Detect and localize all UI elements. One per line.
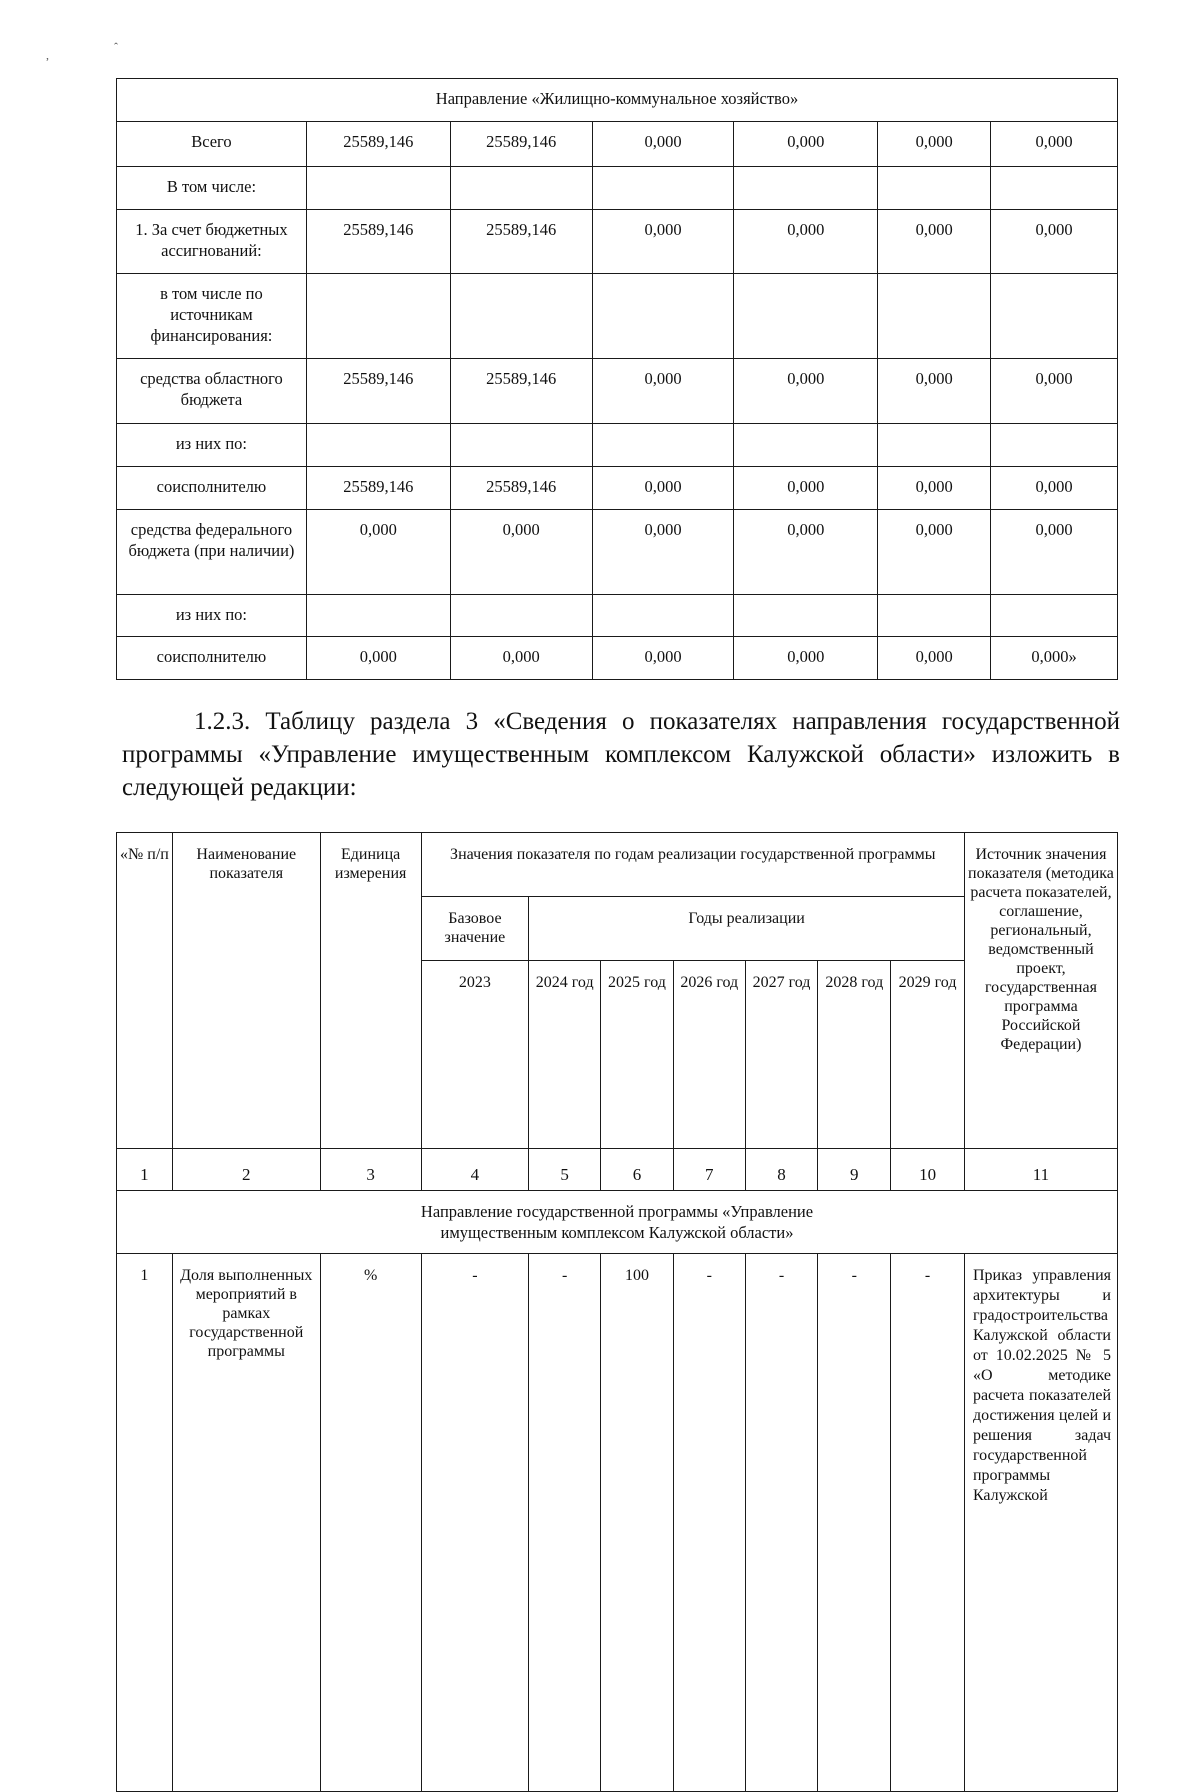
scan-mark: , <box>46 48 49 62</box>
cell: 25589,146 <box>306 210 450 274</box>
row-value: 100 <box>601 1254 674 1792</box>
cell: 25589,146 <box>306 359 450 424</box>
header-base: Базовое значение <box>421 897 529 961</box>
cell: 25589,146 <box>450 359 592 424</box>
cell: 0,000 <box>592 637 734 680</box>
cell: 0,000 <box>734 359 878 424</box>
header-unit: Единица измерения <box>320 833 421 1149</box>
cell: 0,000 <box>991 210 1118 274</box>
table-row <box>117 637 1118 680</box>
table-row <box>117 510 1118 595</box>
table-row <box>117 167 1118 210</box>
cell <box>592 595 734 637</box>
cell <box>991 595 1118 637</box>
row-unit: % <box>320 1254 421 1792</box>
cell <box>991 424 1118 467</box>
cell <box>991 274 1118 359</box>
column-number: 3 <box>320 1149 421 1191</box>
cell <box>878 274 991 359</box>
cell <box>592 274 734 359</box>
cell: 0,000 <box>991 122 1118 167</box>
column-number: 11 <box>964 1149 1117 1191</box>
row-label: из них по: <box>117 595 307 637</box>
cell <box>878 595 991 637</box>
cell: 25589,146 <box>306 122 450 167</box>
cell <box>592 167 734 210</box>
header-base-year: 2023 <box>421 961 529 1149</box>
cell: 0,000 <box>306 510 450 595</box>
column-number: 4 <box>421 1149 529 1191</box>
row-value: - <box>673 1254 745 1792</box>
cell: 0,000 <box>878 210 991 274</box>
cell: 0,000 <box>878 359 991 424</box>
cell: 0,000 <box>734 122 878 167</box>
table-row <box>117 1254 1118 1792</box>
direction-heading <box>117 1191 1118 1254</box>
header-year: 2026 год <box>673 961 745 1149</box>
column-number-row <box>117 1149 1118 1191</box>
cell: 25589,146 <box>450 210 592 274</box>
header-year: 2029 год <box>891 961 965 1149</box>
column-number: 1 <box>117 1149 173 1191</box>
direction-text: Направление государственной программы «Управление имущественным комплексом Калужской области» <box>420 1202 814 1242</box>
cell <box>306 595 450 637</box>
cell <box>878 424 991 467</box>
header-year: 2028 год <box>818 961 891 1149</box>
table-row <box>117 467 1118 510</box>
row-value: - <box>745 1254 818 1792</box>
column-number: 8 <box>745 1149 818 1191</box>
cell <box>734 274 878 359</box>
header-values-group: Значения показателя по годам реализации государственной программы <box>421 833 964 897</box>
row-label: в том числе по источникам финансирования: <box>117 274 307 359</box>
table-row <box>117 359 1118 424</box>
amendment-paragraph <box>122 705 1120 804</box>
header-year: 2024 год <box>529 961 601 1149</box>
cell: 0,000» <box>991 637 1118 680</box>
cell <box>450 167 592 210</box>
cell: 25589,146 <box>450 122 592 167</box>
table-row <box>117 210 1118 274</box>
cell: 25589,146 <box>306 467 450 510</box>
cell: 0,000 <box>878 510 991 595</box>
scan-mark: ˆ <box>114 40 118 54</box>
table-row <box>117 274 1118 359</box>
cell: 0,000 <box>991 510 1118 595</box>
row-value: - <box>891 1254 965 1792</box>
column-number: 10 <box>891 1149 965 1191</box>
cell: 0,000 <box>450 510 592 595</box>
cell: 0,000 <box>878 637 991 680</box>
funding-table-header: Направление «Жилищно-коммунальное хозяйство» <box>117 79 1118 122</box>
column-number: 7 <box>673 1149 745 1191</box>
cell <box>450 424 592 467</box>
cell <box>991 167 1118 210</box>
row-value: - <box>421 1254 529 1792</box>
cell <box>306 167 450 210</box>
cell <box>592 424 734 467</box>
cell: 0,000 <box>734 510 878 595</box>
cell: 0,000 <box>734 210 878 274</box>
cell <box>306 274 450 359</box>
cell <box>450 274 592 359</box>
cell: 0,000 <box>991 467 1118 510</box>
cell: 0,000 <box>592 510 734 595</box>
cell: 0,000 <box>450 637 592 680</box>
header-source: Источник значения показателя (методика расчета показателей, соглашение, региональный, ведомственный проект, государственная программа Российской Федерации) <box>964 833 1117 1149</box>
column-number: 2 <box>172 1149 320 1191</box>
cell <box>450 595 592 637</box>
cell: 0,000 <box>592 122 734 167</box>
cell <box>306 424 450 467</box>
row-label: соисполнителю <box>117 637 307 680</box>
cell: 0,000 <box>592 359 734 424</box>
column-number: 9 <box>818 1149 891 1191</box>
cell: 0,000 <box>878 467 991 510</box>
row-label: 1. За счет бюджетных ассигнований: <box>117 210 307 274</box>
row-label: соисполнителю <box>117 467 307 510</box>
table-row <box>117 424 1118 467</box>
header-num: «№ п/п <box>117 833 173 1149</box>
row-label: из них по: <box>117 424 307 467</box>
column-number: 5 <box>529 1149 601 1191</box>
cell: 0,000 <box>734 637 878 680</box>
row-source: Приказ управления архитектуры и градостроительства Калужской области от 10.02.2025 № 5 «О методике расчета показателей достижения целей и решения задач государственной программы Калужской <box>964 1254 1117 1792</box>
row-label: средства областного бюджета <box>117 359 307 424</box>
row-label: В том числе: <box>117 167 307 210</box>
header-year: 2027 год <box>745 961 818 1149</box>
table-row <box>117 595 1118 637</box>
indicator-table <box>116 832 1118 1792</box>
cell <box>734 424 878 467</box>
header-year: 2025 год <box>601 961 674 1149</box>
row-num: 1 <box>117 1254 173 1792</box>
cell: 25589,146 <box>450 467 592 510</box>
column-number: 6 <box>601 1149 674 1191</box>
cell: 0,000 <box>592 210 734 274</box>
row-value: - <box>529 1254 601 1792</box>
row-label: Всего <box>117 122 307 167</box>
cell: 0,000 <box>734 467 878 510</box>
paragraph-rest: программы «Управление имущественным комплексом Калужской области» изложить в следующей редакции: <box>122 741 1120 801</box>
cell: 0,000 <box>306 637 450 680</box>
paragraph-first-line: 1.2.3. Таблицу раздела 3 «Сведения о показателях направления государственной <box>194 708 1120 735</box>
row-name: Доля выполненных мероприятий в рамках государственной программы <box>172 1254 320 1792</box>
cell <box>878 167 991 210</box>
cell: 0,000 <box>991 359 1118 424</box>
cell: 0,000 <box>592 467 734 510</box>
cell <box>734 595 878 637</box>
cell: 0,000 <box>878 122 991 167</box>
funding-table <box>116 78 1118 680</box>
table-row <box>117 122 1118 167</box>
header-name: Наименование показателя <box>172 833 320 1149</box>
row-label: средства федерального бюджета (при наличии) <box>117 510 307 595</box>
cell <box>734 167 878 210</box>
header-years-group: Годы реализации <box>529 897 965 961</box>
row-value: - <box>818 1254 891 1792</box>
